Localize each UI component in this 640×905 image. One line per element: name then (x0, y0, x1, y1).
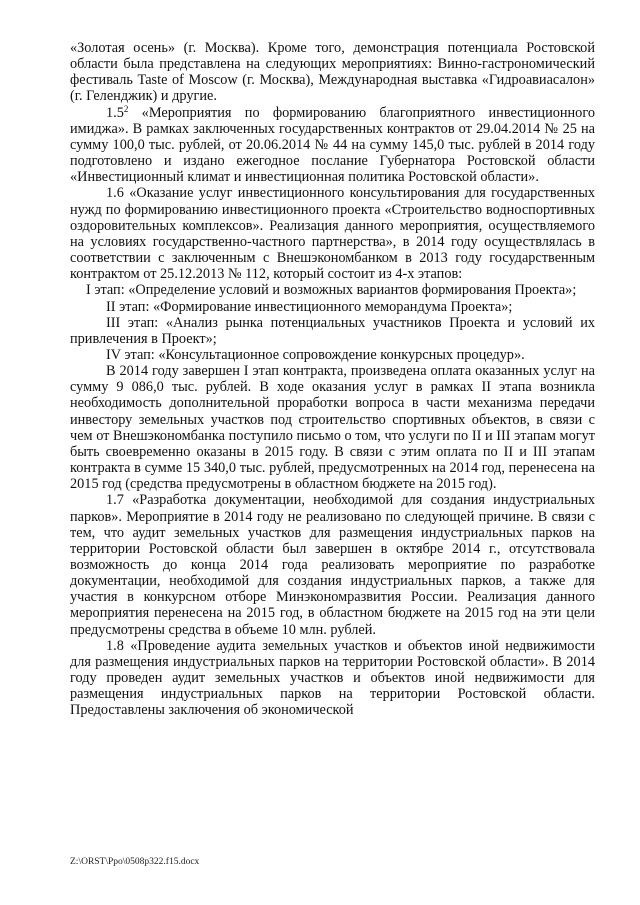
file-path-footer: Z:\ORST\Ppo\0508p322.f15.docx (70, 857, 200, 867)
paragraph-1-6: 1.6 «Оказание услуг инвестиционного консультирования для государственных нужд по формированию инвестиционного проекта «Строительство водноспортивных оздоровительных комплексов». Реализация данного мероприятия, осуществляемого на условиях государственно-частного партнерства», в 2014 году осуществлялась в соответствии с заключенным с Внешэкономбанком в 2013 году государственным контрактом от 25.12.2013 № 112, который состоит из 4-х этапов: (70, 185, 595, 283)
paragraph-1-7: 1.7 «Разработка документации, необходимой для создания индустриальных парков». Мероприятие в 2014 году не реализовано по следующей причине. В связи с тем, что аудит земельных участков для размещения индустриальных парков на территории Ростовской области был завершен в октябре 2014 г., отсутствовала возможность до конца 2014 года реализовать мероприятие по разработке документации, необходимой для создания индустриальных парков, а также для участия в конкурсном отборе Минэкономразвития России. Реализация данного мероприятия перенесена на 2015 год, в областном бюджете на 2015 год на эти цели предусмотрены средства в объеме 10 млн. рублей. (70, 492, 595, 638)
stage-2: II этап: «Формирование инвестиционного меморандума Проекта»; (106, 298, 513, 315)
item-number: 1.5 (106, 104, 124, 121)
stage-1: I этап: «Определение условий и возможных вариантов формирования Проекта»; (86, 282, 577, 299)
paragraph-1-5 (70, 105, 595, 186)
footnote-marker: 2 (123, 103, 129, 114)
document-page (70, 40, 595, 719)
paragraph-1-8: 1.8 «Проведение аудита земельных участков и объектов иной недвижимости для размещения индустриальных парков на территории Ростовской области». В 2014 году проведен аудит земельных участков и объектов иной недвижимости для размещения индустриальных парков на территории Ростовской области. Предоставлены заключения об экономической (70, 637, 595, 719)
paragraph-text: «Мероприятия по формированию благоприятного инвестиционного имиджа». В рамках заключенных государственных контрактов от 29.04.2014 № 25 на сумму 100,0 тыс. рублей, от 20.06.2014 № 44 на сумму 145,0 тыс. рублей в 2014 году подготовлено и издано ежегодное послание Губернатора Ростовской области «Инвестиционный климат и инвестиционная политика Ростовской области». (70, 104, 595, 186)
stage-4: IV этап: «Консультационное сопровождение конкурсных процедур». (106, 346, 525, 363)
stage-3: III этап: «Анализ рынка потенциальных участников Проекта и условий их привлечения в Проект»; (70, 314, 595, 347)
paragraph-intro: «Золотая осень» (г. Москва). Кроме того, демонстрация потенциала Ростовской области была представлена на следующих мероприятиях: Винно-гастрономический фестиваль Taste of Moscow (г. Москва), Международная выставка «Гидроавиасалон» (г. Геленджик) и другие. (70, 40, 595, 105)
paragraph-stage-results: В 2014 году завершен I этап контракта, произведена оплата оказанных услуг на сумму 9 086,0 тыс. рублей. В ходе оказания услуг в рамках II этапа возникла необходимость дополнительной проработки вопроса в части механизма передачи инвестору земельных участков под строительство спортивных объектов, в связи с чем от Внешэкономбанка поступило письмо о том, что услуги по II и III этапам могут быть своевременно оказаны в 2015 году. В связи с этим оплата по II и III этапам контракта в сумме 15 340,0 тыс. рублей, предусмотренных на 2014 год, перенесена на 2015 год (средства предусмотрены в областном бюджете на 2015 год). (70, 363, 595, 493)
